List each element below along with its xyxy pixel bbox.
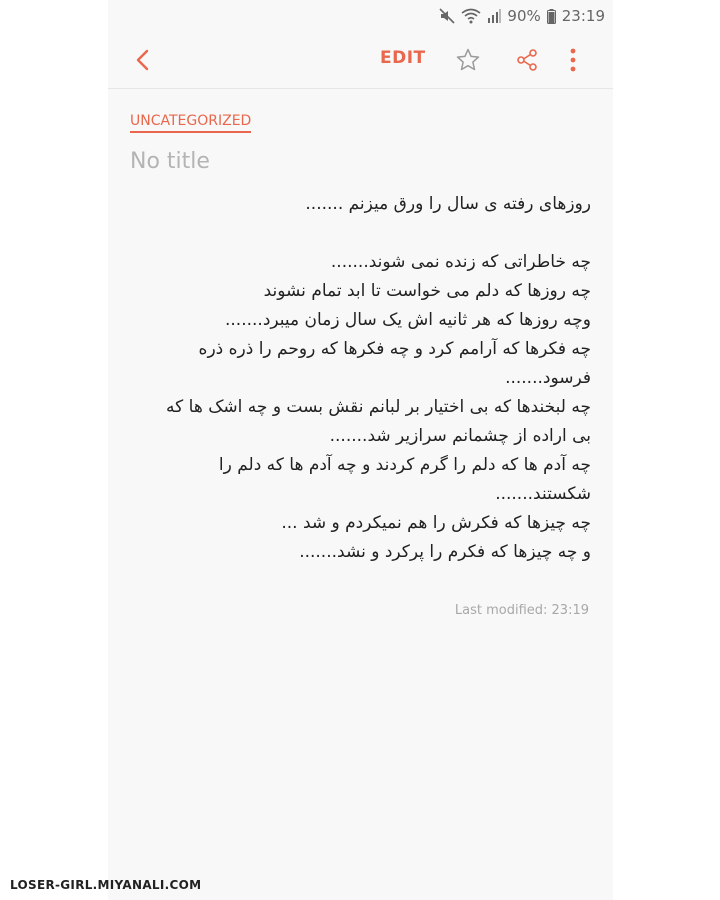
note-title[interactable]: No title — [130, 149, 210, 174]
toolbar-divider — [108, 88, 613, 89]
share-button[interactable] — [515, 48, 539, 72]
note-line: روزهای رفته ی سال را ورق میزنم ....... — [305, 194, 591, 214]
wifi-icon — [461, 8, 481, 24]
note-line: بی اراده از چشمانم سرازیر شد....... — [329, 426, 591, 446]
note-line: چه فکرها که آرامم کرد و چه فکرها که روحم را ذره ذره — [198, 339, 591, 359]
back-button[interactable] — [130, 46, 158, 74]
note-line: شکستند....... — [495, 484, 591, 504]
note-line: چه لبخندها که بی اختیار بر لبانم نقش بست و چه اشک ها که — [166, 397, 591, 417]
chevron-left-icon — [130, 46, 158, 74]
note-line: فرسود....... — [505, 368, 591, 388]
signal-icon — [487, 9, 501, 23]
note-body[interactable] — [136, 190, 591, 567]
note-line: چه آدم ها که دلم را گرم کردند و چه آدم ها که دلم را — [218, 455, 591, 475]
edit-button[interactable]: EDIT — [380, 48, 426, 68]
blank-line — [136, 219, 591, 248]
note-line: وچه روزها که هر ثانیه اش یک سال زمان میبرد....... — [225, 310, 591, 330]
share-icon — [515, 48, 539, 72]
watermark: LOSER-GIRL.MIYANALI.COM — [10, 878, 202, 892]
note-line: چه روزها که دلم می خواست تا ابد تمام نشوند — [263, 281, 591, 301]
more-options-button[interactable] — [564, 46, 582, 74]
more-vert-icon — [564, 46, 582, 74]
note-line: چه چیزها که فکرش را هم نمیکردم و شد ... — [281, 513, 591, 533]
battery-percent: 90% — [507, 7, 541, 25]
star-icon — [455, 47, 481, 73]
last-modified: Last modified: 23:19 — [454, 603, 589, 618]
note-line: چه خاطراتی که زنده نمی شوند....... — [330, 252, 591, 272]
mute-icon — [439, 8, 455, 24]
phone-screen — [108, 0, 613, 900]
clock: 23:19 — [561, 7, 605, 25]
battery-icon — [547, 9, 556, 24]
status-bar — [439, 4, 605, 28]
toolbar — [108, 32, 613, 88]
note-line: و چه چیزها که فکرم را پرکرد و نشد....... — [299, 542, 591, 562]
favorite-button[interactable] — [455, 47, 481, 73]
category-label[interactable]: UNCATEGORIZED — [130, 113, 251, 133]
